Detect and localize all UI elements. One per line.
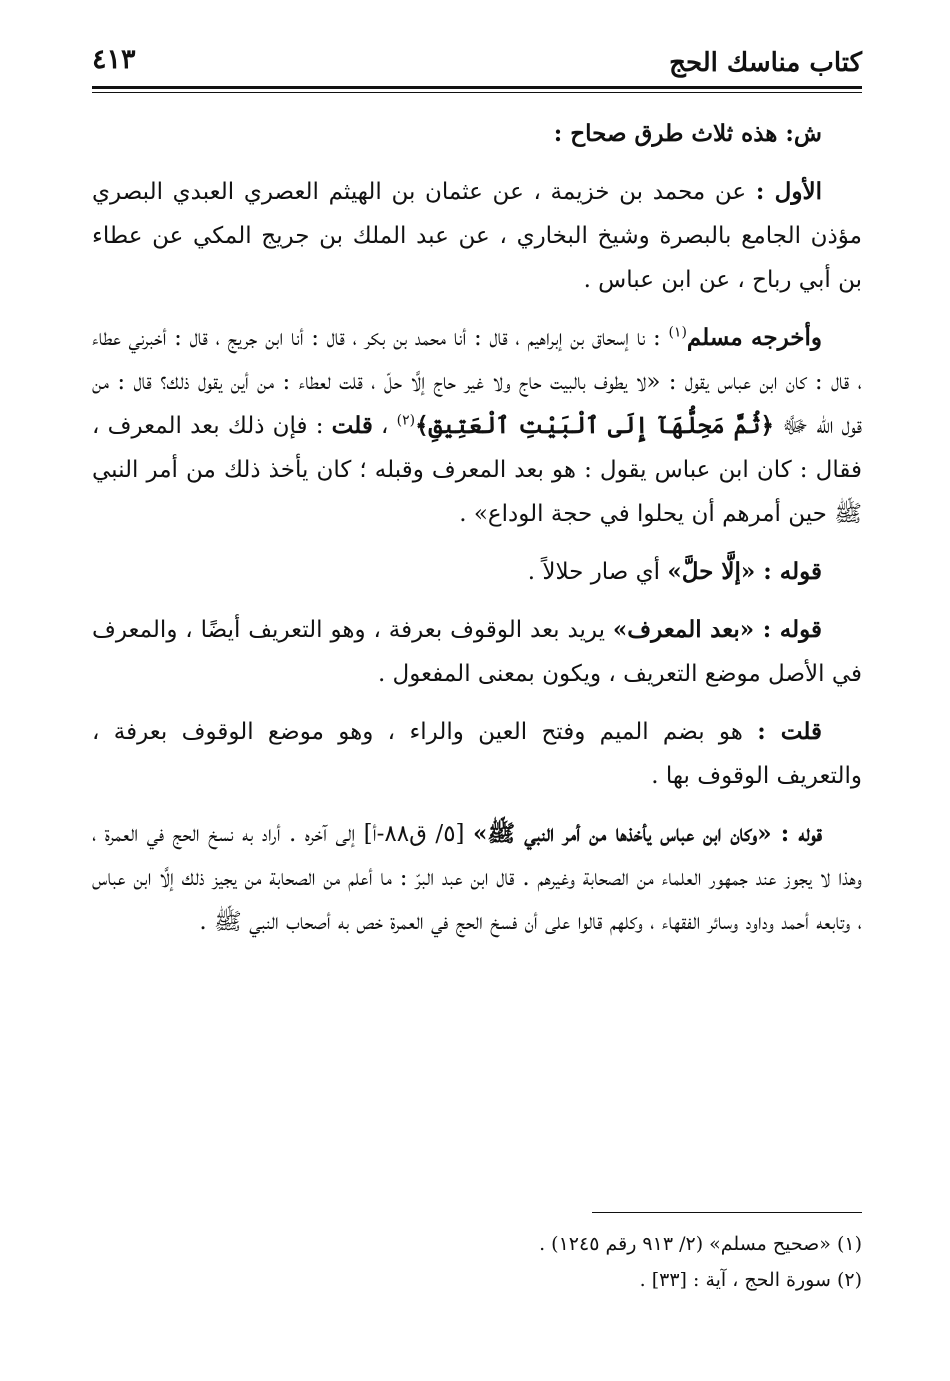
- paragraph-bad-al-muarraf: [92, 608, 862, 696]
- paragraph-first-chain: [92, 170, 862, 302]
- paragraph-intro: [92, 112, 862, 156]
- quoted-phrase: «إلَّا حلَّ»: [667, 558, 764, 585]
- header-rule: [92, 86, 862, 93]
- footnote-1: (١) «صحيح مسلم» (٢/ ٩١٣ رقم ١٢٤٥) .: [539, 1233, 862, 1255]
- paragraph-lead: ش: هذه ثلاث طرق صحاح :: [553, 120, 822, 147]
- quoted-phrase: «بعد المعرف»: [612, 616, 763, 643]
- footnote-ref-1[interactable]: (١): [668, 324, 687, 341]
- paragraph-illa-hall: [92, 550, 862, 594]
- paragraph-text: : نا إسحاق بن إبراهيم ، قال : أنا محمد بن بكر ، قال : أنا ابن جريج ، قال : أخبرني عطاء ، قال : كان ابن عباس يقول : «لا يطوف بالبيت حاج ولا غير حاج إلَّا حلّ ، قلت لعطاء : من أين يقول ذلك؟ قال : من قول الله ﷻ: [92, 325, 862, 439]
- paragraph-text: [٥/ ق٨٨-أ] إلى آخره . أراد به نسخ الحج في العمرة ، وهذا لا يجوز عند جمهور العلماء من الصحابة وغيرهم . قال ابن عبد البرّ : ما أعلم من الصحابة من يجيز ذلك إلَّا ابن عباس ، وتابعه أحمد وداود وسائر الفقهاء ، وكلهم قالوا على أن فسخ الحج في العمرة خص به أصحاب النبي ﷺ .: [92, 821, 862, 935]
- quran-verse: ﴿ثُمَّ مَحِلُّهَآ إِلَى ٱلْبَيْتِ ٱلْعَتِيقِ﴾: [415, 412, 775, 439]
- paragraph-lead: قلت :: [757, 718, 822, 745]
- paragraph-qultu: [92, 710, 862, 798]
- paragraph-text: : فإن ذلك بعد المعرف ، فقال : كان ابن عباس يقول : هو بعد المعرف وقبله ؛ كان يأخذ ذلك من أمر النبي ﷺ حين أمرهم أن يحلوا في حجة الوداع» .: [92, 413, 862, 527]
- paragraph-text: أي صار حلالاً .: [527, 559, 668, 585]
- footnotes: [92, 1226, 862, 1298]
- quoted-phrase: «وكان ابن عباس يأخذها من أمر النبي ﷺ»: [472, 820, 781, 847]
- paragraph-ibn-abbas: [92, 812, 862, 944]
- footnote-rule: [592, 1212, 862, 1213]
- body-text: [92, 112, 862, 958]
- paragraph-lead: وأخرجه مسلم: [686, 324, 822, 351]
- paragraph-lead: الأول :: [755, 178, 823, 205]
- paragraph-text: هو بضم الميم وفتح العين والراء ، وهو موضع الوقوف بعرفة ، والتعريف الوقوف بها .: [92, 719, 862, 789]
- footnote-ref-2[interactable]: (٢): [396, 412, 416, 429]
- paragraph-lead: قوله :: [780, 820, 822, 847]
- paragraph-inline-lead: قلت: [331, 412, 373, 439]
- paragraph-text: يريد بعد الوقوف بعرفة ، وهو التعريف أيضًا ، والمعرف في الأصل موضع التعريف ، ويكون بمعنى المفعول .: [92, 617, 862, 687]
- paragraph-muslim-narration: [92, 316, 862, 536]
- header-title: كتاب مناسك الحج: [669, 48, 862, 78]
- footnote-2: (٢) سورة الحج ، آية : [٣٣] .: [639, 1269, 862, 1291]
- paragraph-text: ،: [372, 413, 397, 439]
- paragraph-text: عن محمد بن خزيمة ، عن عثمان بن الهيثم العصري العبدي البصري مؤذن الجامع بالبصرة وشيخ البخاري ، عن عبد الملك بن جريج المكي عن عطاء بن أبي رباح ، عن ابن عباس .: [92, 179, 862, 293]
- paragraph-lead: قوله :: [763, 558, 822, 585]
- page-number: ٤١٣: [92, 44, 136, 75]
- paragraph-lead: قوله :: [762, 616, 822, 643]
- running-header: [92, 38, 862, 86]
